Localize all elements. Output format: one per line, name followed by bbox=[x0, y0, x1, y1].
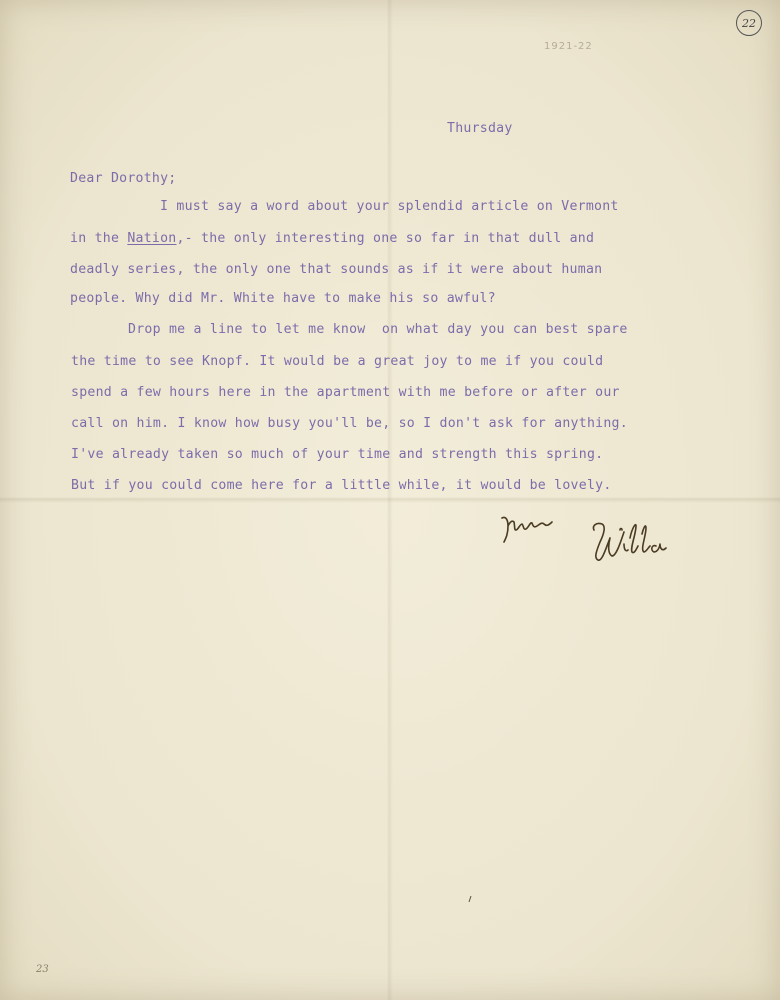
paragraph-1-line-3: deadly series, the only one that sounds as if it were about human bbox=[70, 262, 603, 277]
paragraph-2-line-2: the time to see Knopf. It would be a great joy to me if you could bbox=[71, 354, 604, 369]
paragraph-1-line-2 bbox=[70, 231, 594, 246]
salutation: Dear Dorothy; bbox=[70, 171, 177, 186]
paragraph-2-line-3: spend a few hours here in the apartment with me before or after our bbox=[71, 385, 620, 400]
dateline: Thursday bbox=[447, 121, 513, 136]
paragraph-1-line-4: people. Why did Mr. White have to make his so awful? bbox=[70, 291, 496, 306]
ink-speck bbox=[468, 896, 472, 902]
archive-number-stamp: 22 bbox=[736, 10, 762, 36]
handwritten-signature bbox=[496, 508, 696, 578]
paragraph-2-line-6: But if you could come here for a little while, it would be lovely. bbox=[71, 478, 612, 493]
pencil-date-note: 1921-22 bbox=[544, 41, 593, 52]
corner-page-number: 23 bbox=[36, 964, 49, 975]
paragraph-2-line-4: call on him. I know how busy you'll be, so I don't ask for anything. bbox=[71, 416, 628, 431]
paragraph-2-line-1: Drop me a line to let me know on what day you can best spare bbox=[128, 322, 628, 337]
line-text: ,- the only interesting one so far in that dull and bbox=[176, 231, 595, 246]
nation-title: Nation bbox=[127, 231, 177, 246]
line-text: in the bbox=[70, 231, 128, 246]
paragraph-2-line-5: I've already taken so much of your time and strength this spring. bbox=[71, 447, 604, 462]
paragraph-1-line-1: I must say a word about your splendid article on Vermont bbox=[160, 199, 619, 214]
